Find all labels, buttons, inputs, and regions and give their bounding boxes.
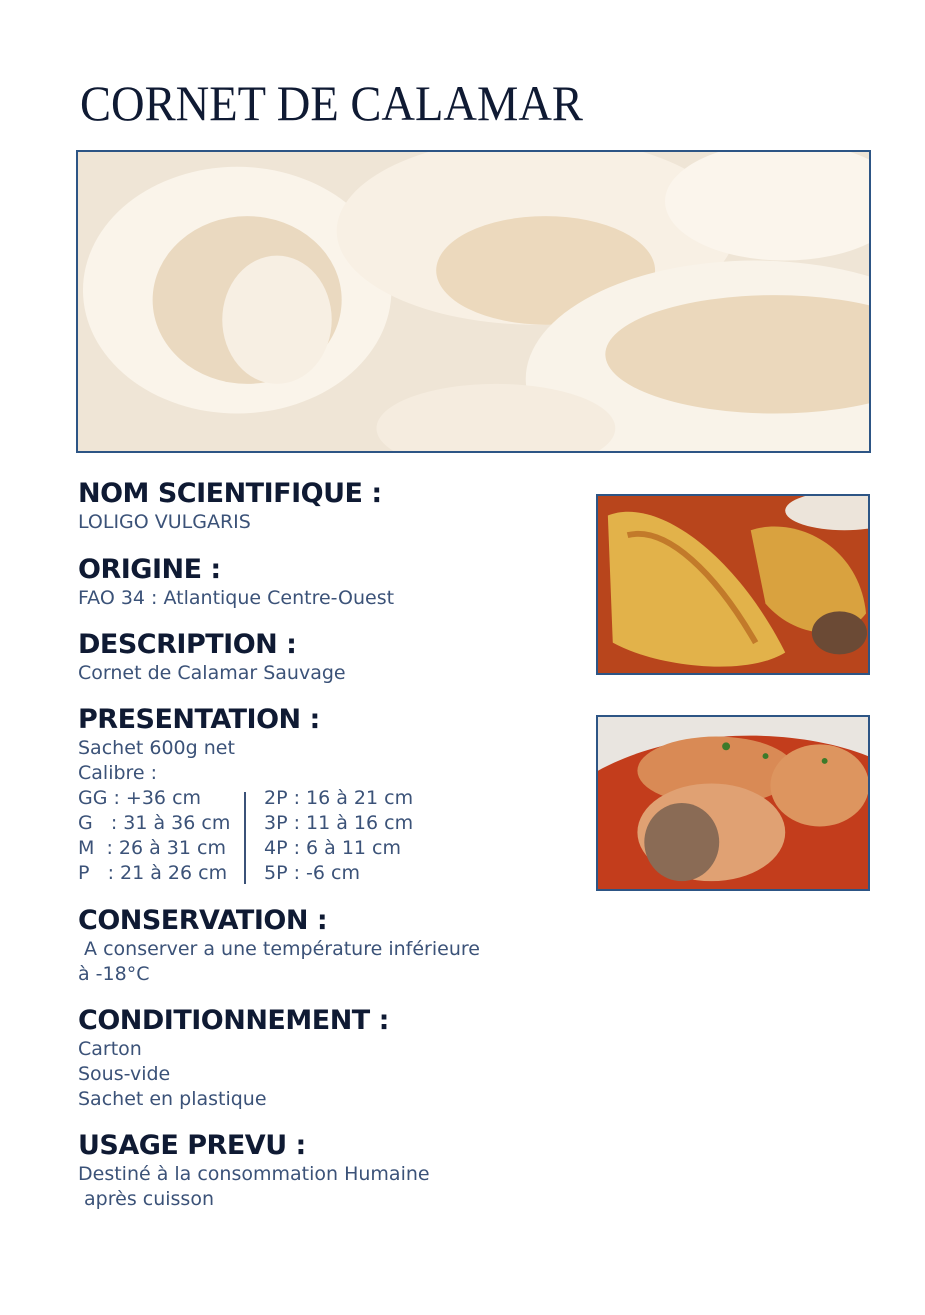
calibre-entry: P : 21 à 26 cm <box>78 862 228 884</box>
stuffed-squid-photo <box>596 494 870 675</box>
calibre-table <box>78 786 438 886</box>
calibre-column-right <box>264 786 413 886</box>
description-value: Cornet de Calamar Sauvage <box>78 662 346 684</box>
heading-nom-scientifique: NOM SCIENTIFIQUE : <box>78 478 382 509</box>
section-description <box>78 629 346 686</box>
calibre-entry: 2P : 16 à 21 cm <box>264 787 414 809</box>
conservation-line: A conserver a une température inférieure <box>78 938 480 960</box>
conditionnement-line: Sachet en plastique <box>78 1088 267 1110</box>
conservation-line: à -18°C <box>78 963 150 985</box>
heading-usage-prevu: USAGE PREVU : <box>78 1130 306 1161</box>
calibre-entry: M : 26 à 31 cm <box>78 837 226 859</box>
calibre-entry: G : 31 à 36 cm <box>78 812 231 834</box>
section-conditionnement <box>78 1005 389 1112</box>
heading-description: DESCRIPTION : <box>78 629 297 660</box>
usage-line: Destiné à la consommation Humaine <box>78 1163 430 1185</box>
section-presentation <box>78 704 438 886</box>
section-origine <box>78 554 394 611</box>
heading-origine: ORIGINE : <box>78 554 221 585</box>
heading-presentation: PRESENTATION : <box>78 704 320 735</box>
squid-rings-photo <box>76 150 871 453</box>
origine-value: FAO 34 : Atlantique Centre-Ouest <box>78 587 395 609</box>
conditionnement-line: Carton <box>78 1038 142 1060</box>
presentation-line: Calibre : <box>78 762 158 784</box>
presentation-line: Sachet 600g net <box>78 737 235 759</box>
calibre-entry: 5P : -6 cm <box>264 862 360 884</box>
calibre-column-left <box>78 786 230 886</box>
section-conservation <box>78 905 480 987</box>
section-nom-scientifique <box>78 478 382 535</box>
usage-line: après cuisson <box>78 1188 214 1210</box>
nom-scientifique-value: LOLIGO VULGARIS <box>78 511 251 533</box>
calibre-entry: 3P : 11 à 16 cm <box>264 812 414 834</box>
heading-conservation: CONSERVATION : <box>78 905 328 936</box>
calibre-entry: GG : +36 cm <box>78 787 202 809</box>
stuffed-squid-sauce-photo <box>596 715 870 891</box>
calibre-divider <box>244 792 246 884</box>
heading-conditionnement: CONDITIONNEMENT : <box>78 1005 389 1036</box>
calibre-entry: 4P : 6 à 11 cm <box>264 837 402 859</box>
conditionnement-line: Sous-vide <box>78 1063 171 1085</box>
page-title: CORNET DE CALAMAR <box>80 75 583 131</box>
section-usage-prevu <box>78 1130 430 1212</box>
